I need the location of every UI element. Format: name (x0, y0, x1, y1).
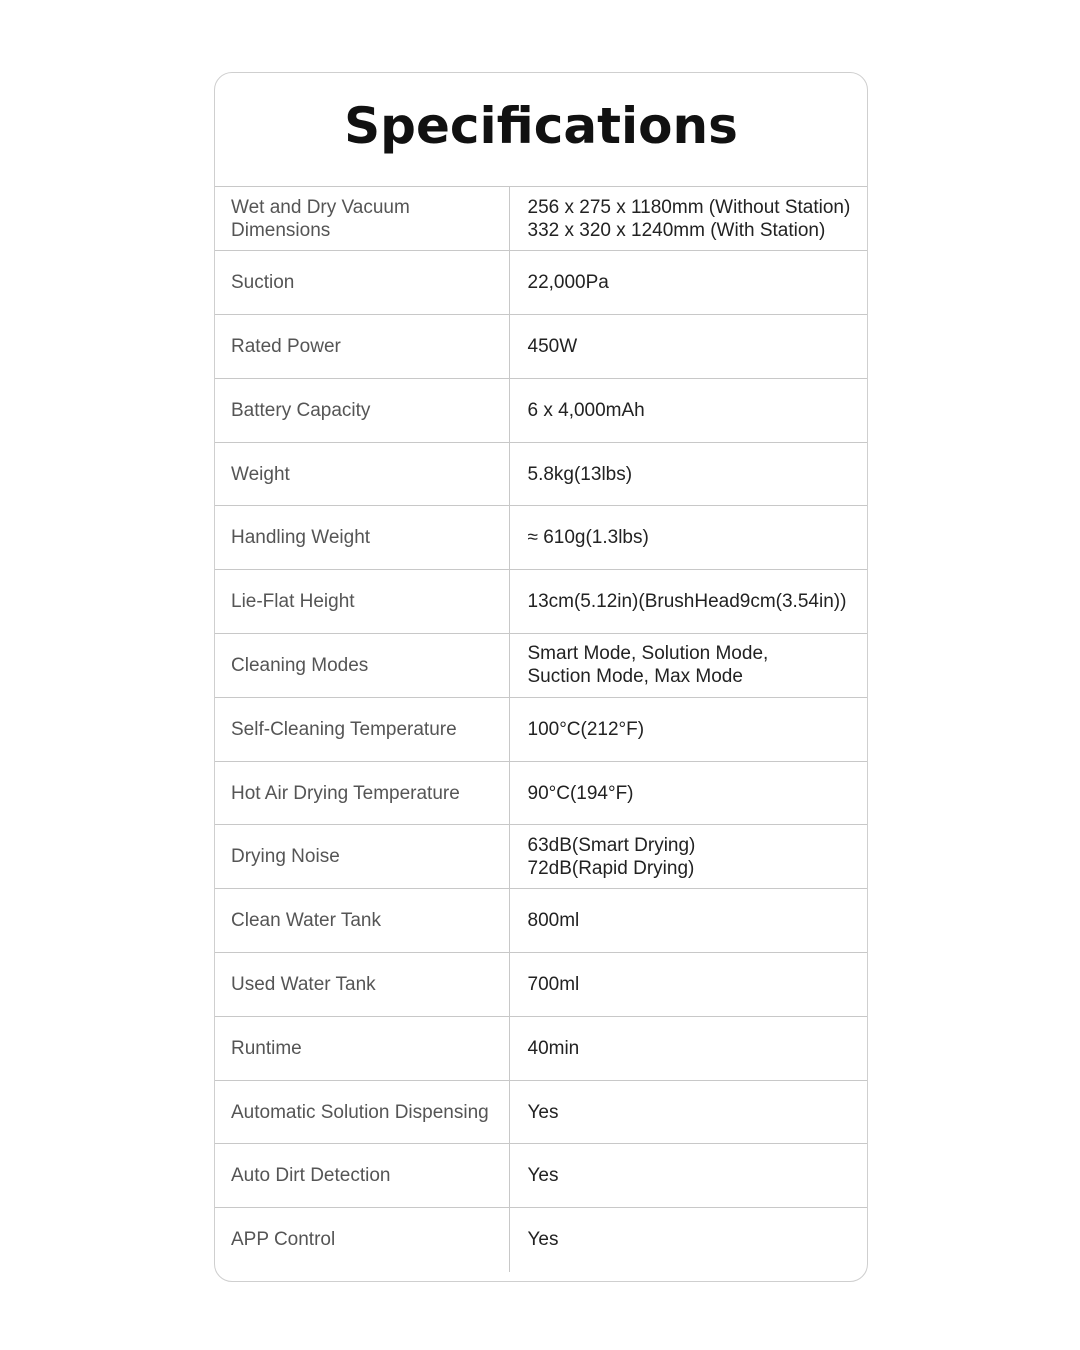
spec-value (509, 506, 868, 570)
spec-value (509, 1080, 868, 1144)
spec-value-line: 90°C(194°F) (527, 782, 634, 804)
spec-value (509, 697, 868, 761)
spec-row (215, 442, 868, 506)
spec-value (509, 634, 868, 698)
spec-value-line: 22,000Pa (527, 272, 609, 294)
spec-row (215, 315, 868, 379)
spec-value-line: Yes (527, 1101, 559, 1123)
spec-row (215, 889, 868, 953)
spec-value-line: 256 x 275 x 1180mm (Without Station) (527, 196, 851, 218)
spec-value (509, 378, 868, 442)
spec-value-line: ≈ 610g(1.3lbs) (527, 527, 649, 549)
spec-label: Cleaning Modes (215, 634, 509, 698)
spec-value (509, 1144, 868, 1208)
spec-value-line: 450W (527, 335, 578, 357)
page-title: Specifications (344, 96, 738, 155)
spec-value-line: 13cm(5.12in)(BrushHead9cm(3.54in)) (527, 591, 847, 613)
spec-label: Drying Noise (215, 825, 509, 889)
spec-row (215, 697, 868, 761)
spec-label: Lie-Flat Height (215, 570, 509, 634)
spec-value-line: Yes (527, 1229, 559, 1251)
spec-row (215, 570, 868, 634)
spec-value (509, 442, 868, 506)
spec-value (509, 953, 868, 1017)
spec-value-line: 72dB(Rapid Drying) (527, 857, 695, 879)
spec-value (509, 1208, 868, 1272)
spec-row (215, 761, 868, 825)
spec-value (509, 1016, 868, 1080)
specifications-table (215, 187, 868, 1272)
spec-row (215, 1080, 868, 1144)
spec-value (509, 315, 868, 379)
spec-row (215, 1144, 868, 1208)
spec-value-line: 332 x 320 x 1240mm (With Station) (527, 219, 826, 241)
specifications-table-body (215, 187, 868, 1272)
spec-label: Auto Dirt Detection (215, 1144, 509, 1208)
spec-value-line: Suction Mode, Max Mode (527, 666, 743, 688)
spec-label: Automatic Solution Dispensing (215, 1080, 509, 1144)
spec-value (509, 889, 868, 953)
spec-label: Hot Air Drying Temperature (215, 761, 509, 825)
spec-label: Runtime (215, 1016, 509, 1080)
spec-value-line: 63dB(Smart Drying) (527, 834, 696, 856)
spec-label: Clean Water Tank (215, 889, 509, 953)
spec-value (509, 187, 868, 251)
spec-value-line: Yes (527, 1165, 559, 1187)
spec-value-line: 40min (527, 1037, 580, 1059)
spec-row (215, 378, 868, 442)
spec-value (509, 251, 868, 315)
spec-value-line: Smart Mode, Solution Mode, (527, 643, 769, 665)
spec-value-line: 800ml (527, 910, 580, 932)
spec-label: Rated Power (215, 315, 509, 379)
spec-value-line: 100°C(212°F) (527, 718, 645, 740)
spec-value-line: 700ml (527, 973, 580, 995)
spec-label: APP Control (215, 1208, 509, 1272)
spec-value (509, 570, 868, 634)
spec-row (215, 506, 868, 570)
spec-value-line: 5.8kg(13lbs) (527, 463, 633, 485)
spec-label: Weight (215, 442, 509, 506)
spec-value (509, 825, 868, 889)
spec-label: Battery Capacity (215, 378, 509, 442)
spec-row (215, 1208, 868, 1272)
spec-row (215, 251, 868, 315)
spec-row (215, 953, 868, 1017)
spec-row (215, 1016, 868, 1080)
spec-row (215, 187, 868, 251)
spec-label: Handling Weight (215, 506, 509, 570)
spec-label: Used Water Tank (215, 953, 509, 1017)
card-header (215, 73, 867, 187)
spec-row (215, 634, 868, 698)
specifications-card (214, 72, 868, 1282)
spec-row (215, 825, 868, 889)
spec-label: Suction (215, 251, 509, 315)
spec-label: Self-Cleaning Temperature (215, 697, 509, 761)
spec-label: Wet and Dry Vacuum Dimensions (215, 187, 509, 251)
spec-value-line: 6 x 4,000mAh (527, 399, 645, 421)
spec-value (509, 761, 868, 825)
